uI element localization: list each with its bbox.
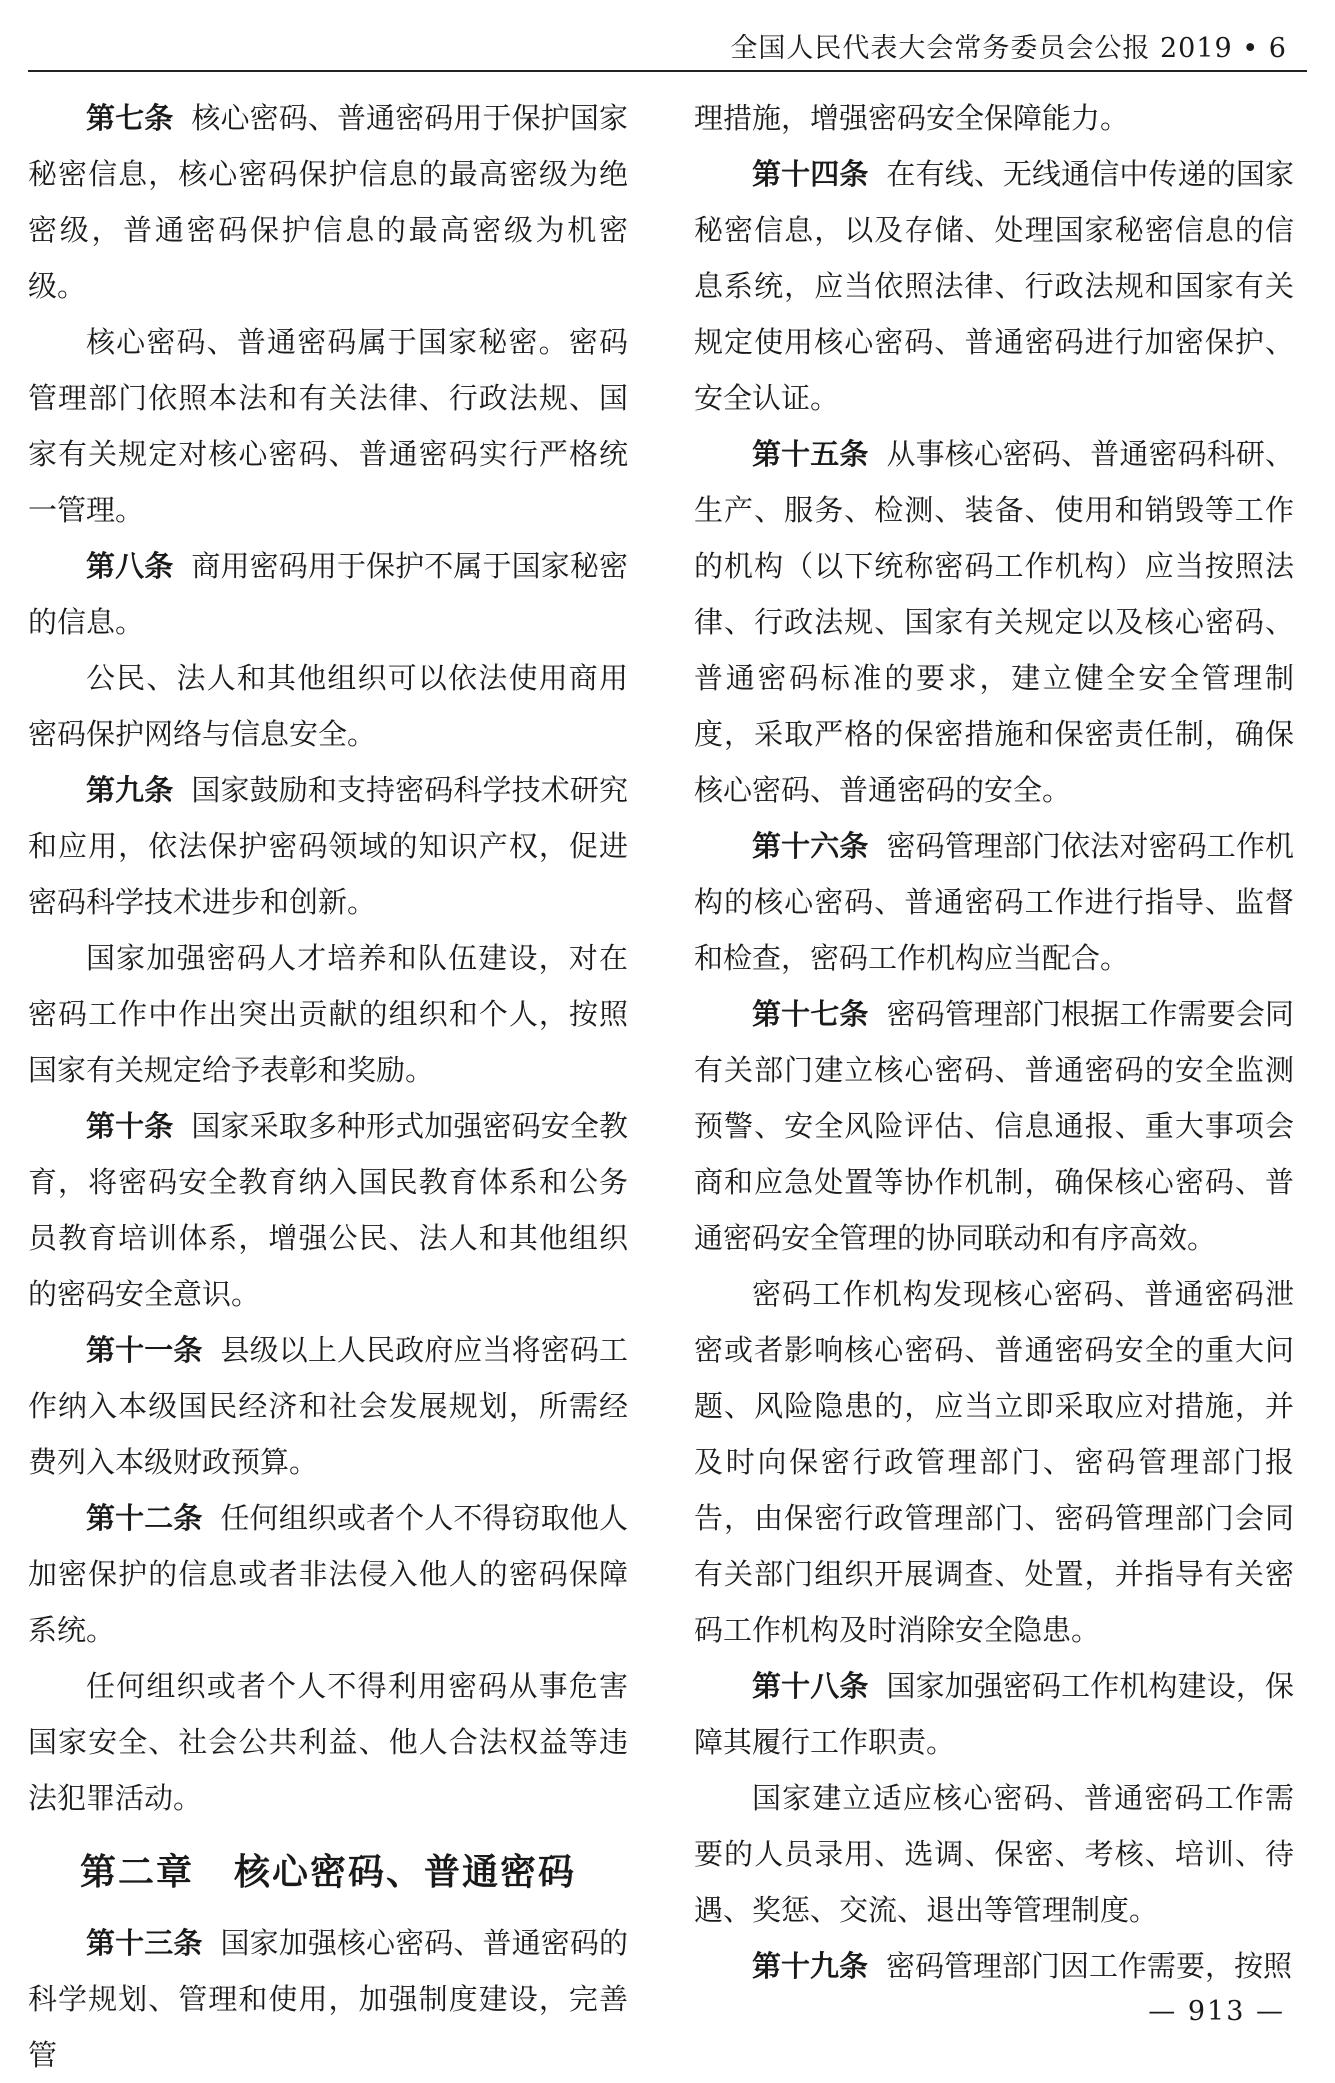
article-text: 县级以上人民政府应当将密码工作纳入本级国民经济和社会发展规划，所需经费列入本级财政预算。 xyxy=(28,1333,628,1479)
article-7 xyxy=(28,90,628,314)
article-18 xyxy=(694,1658,1294,1770)
article-label: 第十一条 xyxy=(86,1333,203,1367)
article-text: 密码管理部门依法对密码工作机构的核心密码、普通密码工作进行指导、监督和检查，密码工作机构应当配合。 xyxy=(694,829,1294,975)
article-text: 国家鼓励和支持密码科学技术研究和应用，依法保护密码领域的知识产权，促进密码科学技术进步和创新。 xyxy=(28,773,628,919)
article-7-para-2: 核心密码、普通密码属于国家秘密。密码管理部门依照本法和有关法律、行政法规、国家有关规定对核心密码、普通密码实行严格统一管理。 xyxy=(28,325,628,527)
journal-title: 全国人民代表大会常务委员会公报 2019 • 6 xyxy=(730,33,1287,64)
article-label: 第十六条 xyxy=(752,829,869,863)
article-text: 核心密码、普通密码用于保护国家秘密信息，核心密码保护信息的最高密级为绝密级，普通密码保护信息的最高密级为机密级。 xyxy=(28,101,628,303)
article-17-para-2: 密码工作机构发现核心密码、普通密码泄密或者影响核心密码、普通密码安全的重大问题、风险隐患的，应当立即采取应对措施，并及时向保密行政管理部门、密码管理部门报告，由保密行政管理部门、密码管理部门会同有关部门组织开展调查、处置，并指导有关密码工作机构及时消除安全隐患。 xyxy=(694,1277,1294,1647)
article-text: 在有线、无线通信中传递的国家秘密信息，以及存储、处理国家秘密信息的信息系统，应当依照法律、行政法规和国家有关规定使用核心密码、普通密码进行加密保护、安全认证。 xyxy=(694,157,1294,415)
article-17 xyxy=(694,986,1294,1266)
chapter-title: 核心密码、普通密码 xyxy=(234,1852,577,1893)
left-column xyxy=(28,90,628,2083)
article-12-para-2: 任何组织或者个人不得利用密码从事危害国家安全、社会公共利益、他人合法权益等违法犯罪活动。 xyxy=(28,1669,628,1815)
article-label: 第十八条 xyxy=(752,1669,869,1703)
article-label: 第十七条 xyxy=(752,997,869,1031)
right-column xyxy=(694,90,1294,1994)
article-13 xyxy=(28,1915,628,2083)
page-header xyxy=(28,18,1307,72)
article-label: 第七条 xyxy=(86,101,174,135)
article-label: 第九条 xyxy=(86,773,174,807)
article-text: 国家加强密码工作机构建设，保障其履行工作职责。 xyxy=(694,1669,1294,1759)
article-text: 国家采取多种形式加强密码安全教育，将密码安全教育纳入国民教育体系和公务员教育培训体系，增强公民、法人和其他组织的密码安全意识。 xyxy=(28,1109,628,1311)
article-label: 第十九条 xyxy=(752,1949,869,1983)
chapter-heading xyxy=(80,1844,628,1895)
article-13-continued: 理措施，增强密码安全保障能力。 xyxy=(694,101,1130,135)
article-text: 从事核心密码、普通密码科研、生产、服务、检测、装备、使用和销毁等工作的机构（以下统称密码工作机构）应当按照法律、行政法规、国家有关规定以及核心密码、普通密码标准的要求，建立健全安全管理制度，采取严格的保密措施和保密责任制，确保核心密码、普通密码的安全。 xyxy=(694,437,1294,807)
article-15 xyxy=(694,426,1294,818)
article-18-para-2: 国家建立适应核心密码、普通密码工作需要的人员录用、选调、保密、考核、培训、待遇、奖惩、交流、退出等管理制度。 xyxy=(694,1781,1294,1927)
article-10 xyxy=(28,1098,628,1322)
article-label: 第十五条 xyxy=(752,437,869,471)
article-label: 第十四条 xyxy=(752,157,869,191)
article-16 xyxy=(694,818,1294,986)
article-14 xyxy=(694,146,1294,426)
article-text: 任何组织或者个人不得窃取他人加密保护的信息或者非法侵入他人的密码保障系统。 xyxy=(28,1501,628,1647)
article-9 xyxy=(28,762,628,930)
article-8 xyxy=(28,538,628,650)
article-11 xyxy=(28,1322,628,1490)
article-label: 第八条 xyxy=(86,549,174,583)
article-text: 密码管理部门因工作需要，按照 xyxy=(886,1949,1293,1983)
article-label: 第十三条 xyxy=(86,1926,203,1960)
article-text: 密码管理部门根据工作需要会同有关部门建立核心密码、普通密码的安全监测预警、安全风险评估、信息通报、重大事项会商和应急处置等协作机制，确保核心密码、普通密码安全管理的协同联动和有序高效。 xyxy=(694,997,1294,1255)
article-text: 商用密码用于保护不属于国家秘密的信息。 xyxy=(28,549,628,639)
page-number: — 913 — xyxy=(1148,1996,1285,2027)
article-9-para-2: 国家加强密码人才培养和队伍建设，对在密码工作中作出突出贡献的组织和个人，按照国家有关规定给予表彰和奖励。 xyxy=(28,941,628,1087)
article-label: 第十二条 xyxy=(86,1501,203,1535)
article-12 xyxy=(28,1490,628,1658)
article-19 xyxy=(694,1938,1294,1994)
article-text: 国家加强核心密码、普通密码的科学规划、管理和使用，加强制度建设，完善管 xyxy=(28,1926,628,2072)
article-8-para-2: 公民、法人和其他组织可以依法使用商用密码保护网络与信息安全。 xyxy=(28,661,628,751)
chapter-number: 第二章 xyxy=(80,1852,195,1893)
article-label: 第十条 xyxy=(86,1109,174,1143)
